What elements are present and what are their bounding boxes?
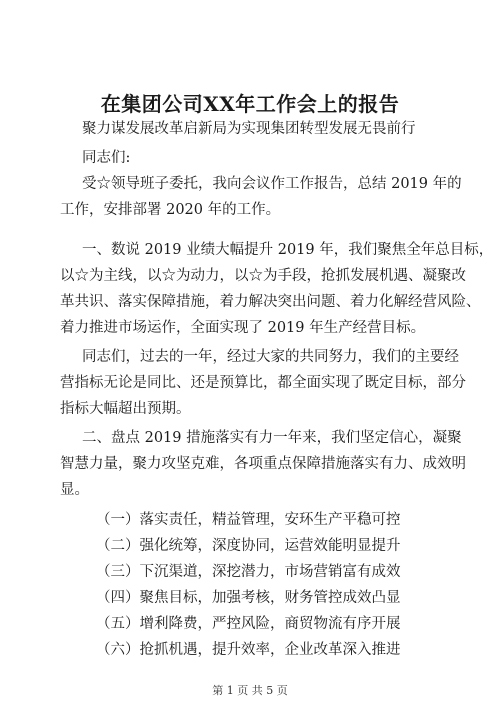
paragraph-2-line: 指标大幅超出预期。 (60, 401, 191, 417)
intro-line: 受☆领导班子委托，我向会议作工作报告，总结 2019 年的 (82, 176, 462, 192)
measure-item: （六）抢抓机遇，提升效率，企业改革深入推进 (96, 642, 401, 658)
section-1-line: 以☆为主线，以☆为动力，以☆为手段，抢抓发展机遇、凝聚改 (60, 268, 466, 284)
paragraph-2-line: 同志们，过去的一年，经过大家的共同努力，我们的主要经 (82, 349, 459, 365)
measure-item: （一）落实责任，精益管理，安环生产平稳可控 (96, 512, 401, 528)
section-2-line: 二、盘点 2019 措施落实有力一年来，我们坚定信心，凝聚 (82, 430, 462, 446)
page-footer: 第 1 页 共 5 页 (212, 684, 288, 697)
section-2-line: 智慧力量，聚力攻坚克难，各项重点保障措施落实有力、成效明 (60, 456, 466, 472)
subtitle: 聚力谋发展改革启新局为实现集团转型发展无畏前行 (82, 121, 416, 137)
measure-item: （四）聚焦目标，加强考核，财务管控成效凸显 (96, 590, 401, 606)
greeting: 同志们: (82, 150, 131, 166)
paragraph-2-line: 营指标无论是同比、还是预算比，都全面实现了既定目标，部分 (60, 375, 466, 391)
section-1-line: 一、数说 2019 业绩大幅提升 2019 年，我们聚焦全年总目标， (82, 242, 494, 258)
measure-item: （二）强化统筹，深度协同，运营效能明显提升 (96, 538, 401, 554)
intro-line: 工作，安排部署 2020 年的工作。 (60, 202, 281, 218)
measure-item: （五）增利降费，严控风险，商贸物流有序开展 (96, 616, 401, 632)
section-1-line: 着力推进市场运作，全面实现了 2019 年生产经营目标。 (60, 320, 426, 336)
measure-item: （三）下沉渠道，深挖潜力，市场营销富有成效 (96, 564, 401, 580)
section-1-line: 革共识、落实保障措施，着力解决突出问题、着力化解经营风险、 (60, 294, 481, 310)
document-title: 在集团公司XX年工作会上的报告 (100, 92, 400, 116)
section-2-line: 显。 (60, 482, 89, 498)
